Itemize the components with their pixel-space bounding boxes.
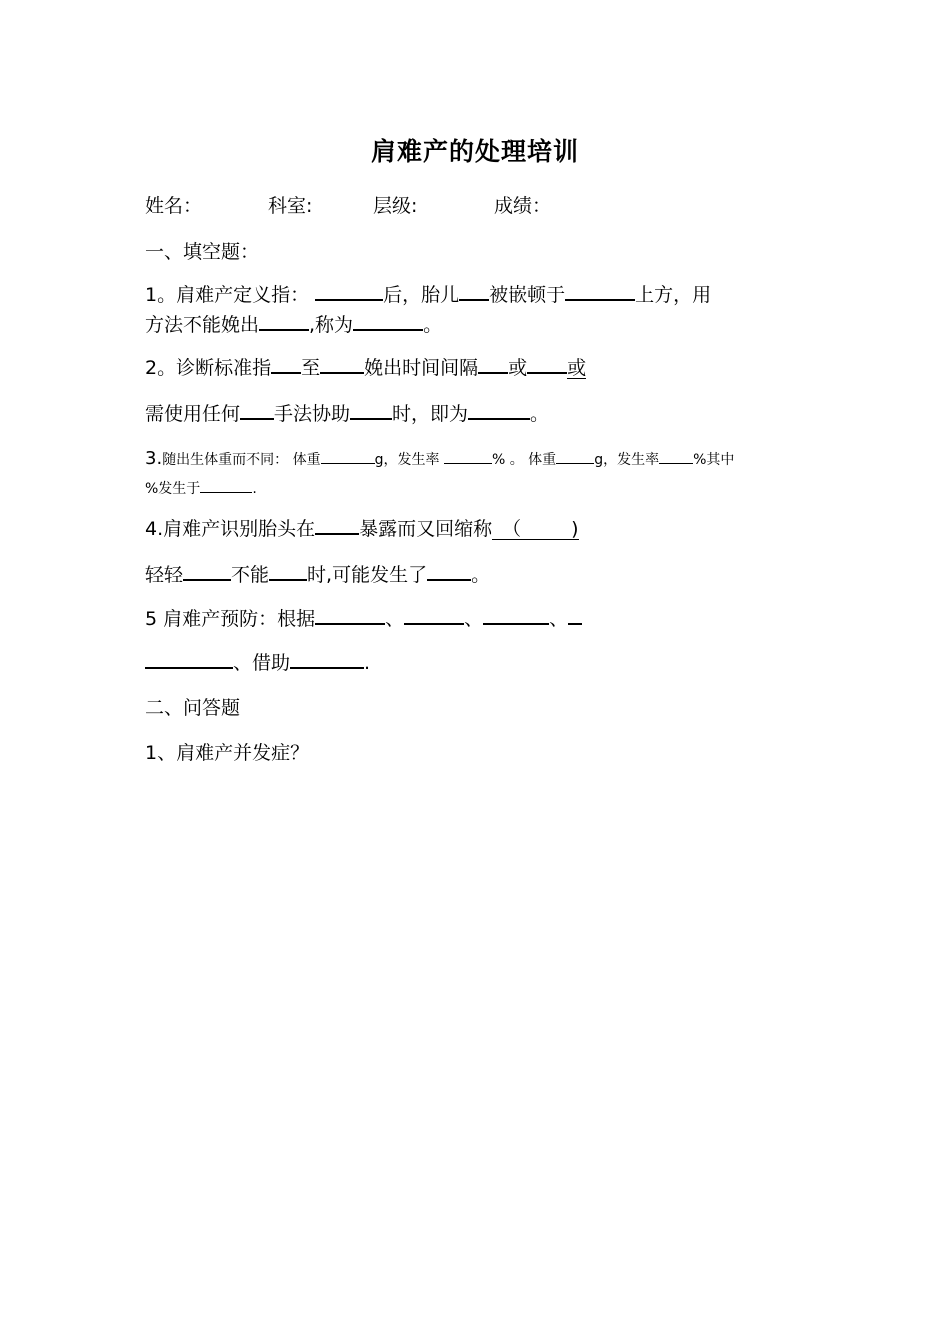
question-2-line-1 bbox=[145, 354, 586, 382]
q3-text-b: g，发生率 bbox=[374, 452, 444, 468]
level-label: 层级: bbox=[373, 195, 418, 217]
q5-text-a: 5 肩难产预防：根据 bbox=[145, 608, 316, 630]
q4-text-b: 暴露而又回缩称 bbox=[359, 518, 493, 540]
question-3-line-1 bbox=[145, 444, 734, 474]
answer-blank[interactable] bbox=[468, 400, 530, 420]
q1-text-c: 被嵌顿于 bbox=[489, 284, 566, 306]
answer-blank[interactable] bbox=[259, 311, 309, 331]
answer-blank[interactable] bbox=[290, 649, 364, 669]
q4-bracket bbox=[492, 519, 578, 540]
answer-blank[interactable] bbox=[315, 605, 385, 625]
answer-blank[interactable] bbox=[483, 605, 549, 625]
q4-close-bracket: ) bbox=[571, 518, 579, 540]
q4-open-bracket: （ bbox=[502, 518, 522, 540]
info-row bbox=[145, 192, 551, 220]
answer-blank[interactable] bbox=[320, 354, 364, 374]
section-heading-fill-blank: 一、填空题： bbox=[145, 241, 260, 263]
q2-text-b: 至 bbox=[301, 357, 321, 379]
q2-text-g: 手法协助 bbox=[274, 403, 351, 425]
q2-text-d: 或 bbox=[508, 357, 528, 379]
q1-text-b: 后，胎儿 bbox=[383, 284, 460, 306]
q4-text-e: 轻轻 bbox=[145, 564, 184, 586]
q4-text-h: 。 bbox=[471, 564, 491, 586]
answer-blank[interactable] bbox=[269, 561, 307, 581]
q5-sep-2: 、 bbox=[464, 608, 484, 630]
answer-blank[interactable] bbox=[321, 449, 375, 464]
q5-text-c: . bbox=[364, 652, 371, 674]
q1-text-d: 上方，用 bbox=[635, 284, 712, 306]
qa-question-1: 1、肩难产并发症？ bbox=[145, 742, 310, 764]
question-1-line-2 bbox=[145, 311, 442, 339]
department-label: 科室: bbox=[268, 195, 313, 217]
question-1-line-1 bbox=[145, 281, 711, 309]
answer-blank[interactable] bbox=[353, 311, 423, 331]
question-5-line-1 bbox=[145, 605, 582, 633]
q1-text-g: 。 bbox=[423, 314, 443, 336]
question-4-line-1 bbox=[145, 515, 579, 543]
q4-text-f: 不能 bbox=[231, 564, 270, 586]
answer-blank[interactable] bbox=[444, 449, 492, 464]
answer-blank[interactable] bbox=[478, 354, 508, 374]
name-label: 姓名： bbox=[145, 195, 203, 217]
page-title: 肩难产的处理培训 bbox=[370, 137, 579, 166]
q3-number: 3. bbox=[145, 448, 163, 469]
answer-blank[interactable] bbox=[527, 354, 567, 374]
q2-text-i: 。 bbox=[530, 403, 550, 425]
answer-blank[interactable] bbox=[427, 561, 471, 581]
q2-text-f: 需使用任何 bbox=[145, 403, 241, 425]
q4-text-g: 时,可能发生了 bbox=[307, 564, 428, 586]
score-label: 成绩： bbox=[494, 195, 552, 217]
q2-text-c: 娩出时间间隔 bbox=[364, 357, 479, 379]
q1-text-a: 1。肩难产定义指： bbox=[145, 284, 310, 306]
q3-text-c: % 。 体重 bbox=[491, 452, 557, 468]
answer-blank[interactable] bbox=[565, 281, 635, 301]
question-3-line-2 bbox=[145, 473, 257, 503]
q2-text-a: 2。诊断标准指 bbox=[145, 357, 272, 379]
q5-sep-3: 、 bbox=[549, 608, 569, 630]
answer-blank[interactable] bbox=[350, 400, 392, 420]
q5-sep-1: 、 bbox=[385, 608, 405, 630]
answer-blank[interactable] bbox=[145, 649, 233, 669]
q3-text-d: g，发生率 bbox=[594, 452, 660, 468]
question-2-line-2 bbox=[145, 400, 549, 428]
answer-blank[interactable] bbox=[568, 605, 582, 625]
answer-blank[interactable] bbox=[183, 561, 231, 581]
answer-blank[interactable] bbox=[556, 449, 594, 464]
answer-blank[interactable] bbox=[659, 449, 693, 464]
answer-blank[interactable] bbox=[240, 400, 274, 420]
question-5-line-2 bbox=[145, 649, 370, 677]
q1-text-e: 方法不能娩出 bbox=[145, 314, 260, 336]
q3-text-a: 随出生体重而不同： 体重 bbox=[162, 452, 321, 468]
q1-text-f: ,称为 bbox=[309, 314, 354, 336]
answer-blank[interactable] bbox=[459, 281, 489, 301]
q2-text-e: 或 bbox=[567, 357, 587, 379]
answer-blank[interactable] bbox=[404, 605, 464, 625]
answer-blank[interactable] bbox=[315, 281, 383, 301]
answer-blank[interactable] bbox=[271, 354, 301, 374]
q5-text-b: 、借助 bbox=[233, 652, 291, 674]
q2-text-h: 时，即为 bbox=[392, 403, 469, 425]
answer-blank[interactable] bbox=[200, 478, 252, 493]
q3-text-e: %其中 bbox=[693, 452, 735, 468]
answer-blank[interactable] bbox=[315, 515, 359, 535]
section-heading-qa: 二、问答题 bbox=[145, 697, 241, 719]
q4-text-a: 4.肩难产识别胎头在 bbox=[145, 518, 316, 540]
question-4-line-2 bbox=[145, 561, 490, 589]
q3-text-g: . bbox=[252, 481, 257, 497]
q3-text-f: %发生于 bbox=[145, 481, 201, 497]
